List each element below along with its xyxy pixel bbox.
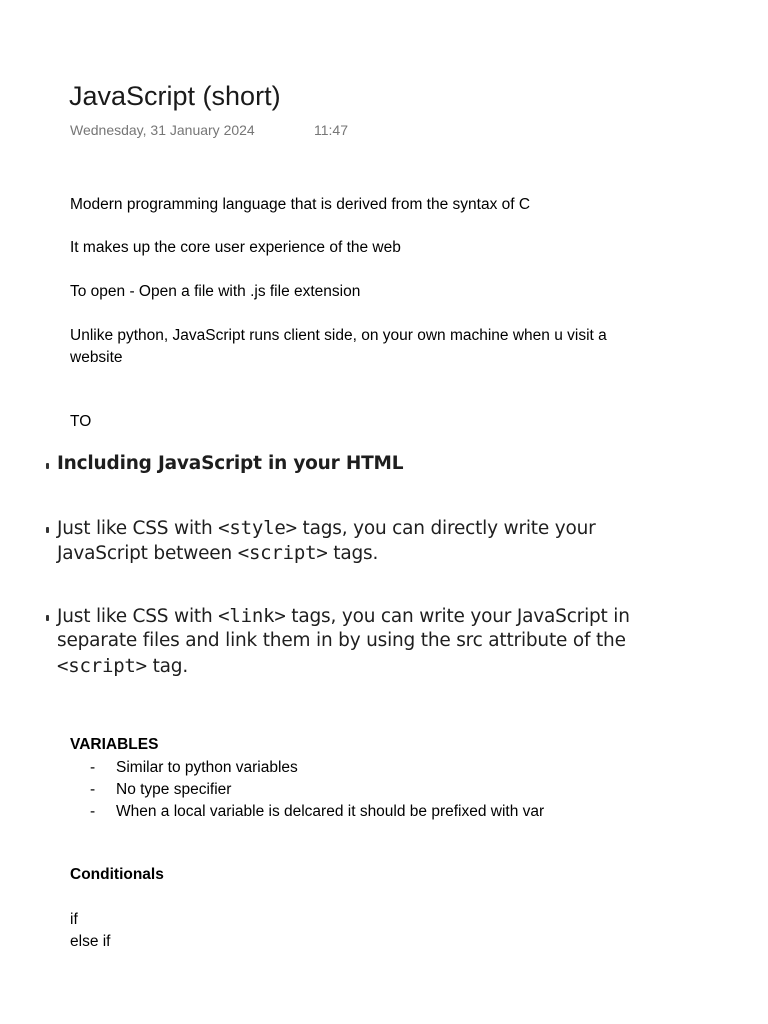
variables-list (70, 757, 544, 823)
slide-bullet-1-line-1: Just like CSS with <style> tags, you can directly write your (57, 517, 596, 539)
slide-bullet-2-line-1: Just like CSS with <link> tags, you can write your JavaScript in (57, 605, 630, 627)
slide-bullet-1-line-2: JavaScript between <script> tags. (57, 542, 379, 564)
paragraph: It makes up the core user experience of the web (70, 239, 401, 256)
slide-bullet-2-line-3: <script> tag. (57, 655, 189, 677)
embedded-slide-image (0, 446, 700, 696)
paragraph: Unlike python, JavaScript runs client side, on your own machine when u visit a website (70, 327, 607, 366)
conditional-line: else if (70, 933, 111, 950)
slide-heading: Including JavaScript in your HTML (57, 453, 404, 474)
bullet-icon (46, 527, 49, 533)
paragraph: Modern programming language that is derived from the syntax of C (70, 196, 531, 213)
list-item: - When a local variable is delcared it should be prefixed with var (90, 803, 545, 820)
to-label: TO (70, 413, 92, 430)
bullet-icon (46, 463, 49, 469)
list-item: - Similar to python variables (90, 759, 298, 776)
paragraph: To open - Open a file with .js file extension (70, 283, 361, 300)
note-time: 11:47 (314, 122, 348, 138)
bullet-icon (46, 615, 49, 621)
list-item: - No type specifier (90, 781, 232, 798)
conditionals-heading: Conditionals (70, 866, 164, 883)
conditional-line: if (70, 911, 78, 928)
note-date: Wednesday, 31 January 2024 (70, 122, 255, 138)
page-title: JavaScript (short) (69, 81, 281, 111)
variables-heading: VARIABLES (70, 736, 159, 753)
slide-bullet-2-line-2: separate files and link them in by using the src attribute of the (57, 630, 626, 651)
